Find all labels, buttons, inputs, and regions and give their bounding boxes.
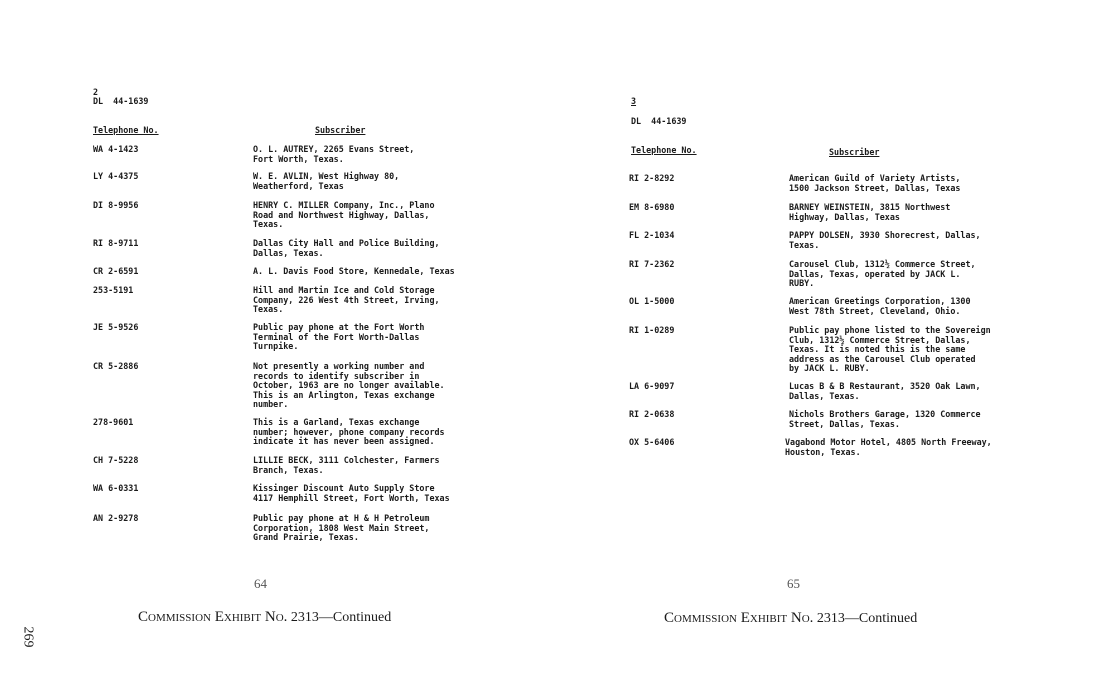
telephone-number: 253-5191 <box>93 285 134 295</box>
right-page-mark: 3 <box>631 96 637 106</box>
telephone-number: AN 2-9278 <box>93 513 139 523</box>
subscriber-text: A. L. Davis Food Store, Kennedale, Texas <box>253 266 455 276</box>
telephone-number: JE 5-9526 <box>93 322 139 332</box>
telephone-number: WA 6-0331 <box>93 483 139 493</box>
left-page-mark: 2 <box>93 87 99 97</box>
telephone-number: EM 8-6980 <box>629 202 675 212</box>
subscriber-text: American Guild of Variety Artists, 1500 Jackson Street, Dallas, Texas <box>789 173 961 193</box>
subscriber-text: This is a Garland, Texas exchange number; however, phone company records indicate it has never been assigned. <box>253 417 445 447</box>
right-page <box>547 0 1094 691</box>
telephone-number: RI 2-0638 <box>629 409 675 419</box>
telephone-number: OX 5-6406 <box>629 437 675 447</box>
side-page-number: 269 <box>20 626 36 648</box>
telephone-number: RI 8-9711 <box>93 238 139 248</box>
telephone-number: WA 4-1423 <box>93 144 139 154</box>
left-file-number: DL 44-1639 <box>93 96 149 106</box>
right-exhibit-caption: Commission Exhibit No. 2313—Continued <box>664 610 918 626</box>
telephone-number: CR 2-6591 <box>93 266 139 276</box>
subscriber-text: American Greetings Corporation, 1300 West 78th Street, Cleveland, Ohio. <box>789 296 971 316</box>
left-telephone-header: Telephone No. <box>93 125 159 135</box>
subscriber-text: Nichols Brothers Garage, 1320 Commerce Street, Dallas, Texas. <box>789 409 981 429</box>
right-page-number: 65 <box>787 576 800 591</box>
subscriber-text: W. E. AVLIN, West Highway 80, Weatherford, Texas <box>253 171 400 191</box>
subscriber-text: Hill and Martin Ice and Cold Storage Company, 226 West 4th Street, Irving, Texas. <box>253 285 440 315</box>
subscriber-text: BARNEY WEINSTEIN, 3815 Northwest Highway, Dallas, Texas <box>789 202 951 222</box>
telephone-number: CH 7-5228 <box>93 455 139 465</box>
telephone-number: DI 8-9956 <box>93 200 139 210</box>
left-exhibit-caption: Commission Exhibit No. 2313—Continued <box>138 609 392 625</box>
right-subscriber-header: Subscriber <box>829 147 880 157</box>
right-telephone-header: Telephone No. <box>631 145 697 155</box>
telephone-number: OL 1-5000 <box>629 296 675 306</box>
subscriber-text: LILLIE BECK, 3111 Colchester, Farmers Branch, Texas. <box>253 455 440 475</box>
subscriber-text: Carousel Club, 1312½ Commerce Street, Dallas, Texas, operated by JACK L. RUBY. <box>789 259 976 289</box>
telephone-number: FL 2-1034 <box>629 230 675 240</box>
left-page-number: 64 <box>254 576 267 591</box>
subscriber-text: Dallas City Hall and Police Building, Dallas, Texas. <box>253 238 440 258</box>
right-file-number: DL 44-1639 <box>631 116 687 126</box>
subscriber-text: PAPPY DOLSEN, 3930 Shorecrest, Dallas, Texas. <box>789 230 981 250</box>
telephone-number: RI 7-2362 <box>629 259 675 269</box>
subscriber-text: Lucas B & B Restaurant, 3520 Oak Lawn, Dallas, Texas. <box>789 381 981 401</box>
telephone-number: RI 2-8292 <box>629 173 675 183</box>
subscriber-text: O. L. AUTREY, 2265 Evans Street, Fort Worth, Texas. <box>253 144 415 164</box>
left-subscriber-header: Subscriber <box>315 125 366 135</box>
subscriber-text: Kissinger Discount Auto Supply Store 4117 Hemphill Street, Fort Worth, Texas <box>253 483 450 503</box>
telephone-number: 278-9601 <box>93 417 134 427</box>
subscriber-text: Public pay phone at the Fort Worth Terminal of the Fort Worth-Dallas Turnpike. <box>253 322 425 352</box>
subscriber-text: Not presently a working number and records to identify subscriber in October, 1963 are no longer available. This is an Arlington, Texas exchange number. <box>253 361 445 410</box>
telephone-number: CR 5-2886 <box>93 361 139 371</box>
telephone-number: LY 4-4375 <box>93 171 139 181</box>
telephone-number: RI 1-0289 <box>629 325 675 335</box>
subscriber-text: Public pay phone at H & H Petroleum Corporation, 1808 West Main Street, Grand Prairie, Texas. <box>253 513 430 543</box>
telephone-number: LA 6-9097 <box>629 381 675 391</box>
subscriber-text: Vagabond Motor Hotel, 4805 North Freeway, Houston, Texas. <box>785 437 992 457</box>
subscriber-text: Public pay phone listed to the Sovereign Club, 1312½ Commerce Street, Dallas, Texas. It is noted this is the same address as the Carousel Club operated by JACK L. RUBY. <box>789 325 991 374</box>
subscriber-text: HENRY C. MILLER Company, Inc., Plano Road and Northwest Highway, Dallas, Texas. <box>253 200 435 230</box>
